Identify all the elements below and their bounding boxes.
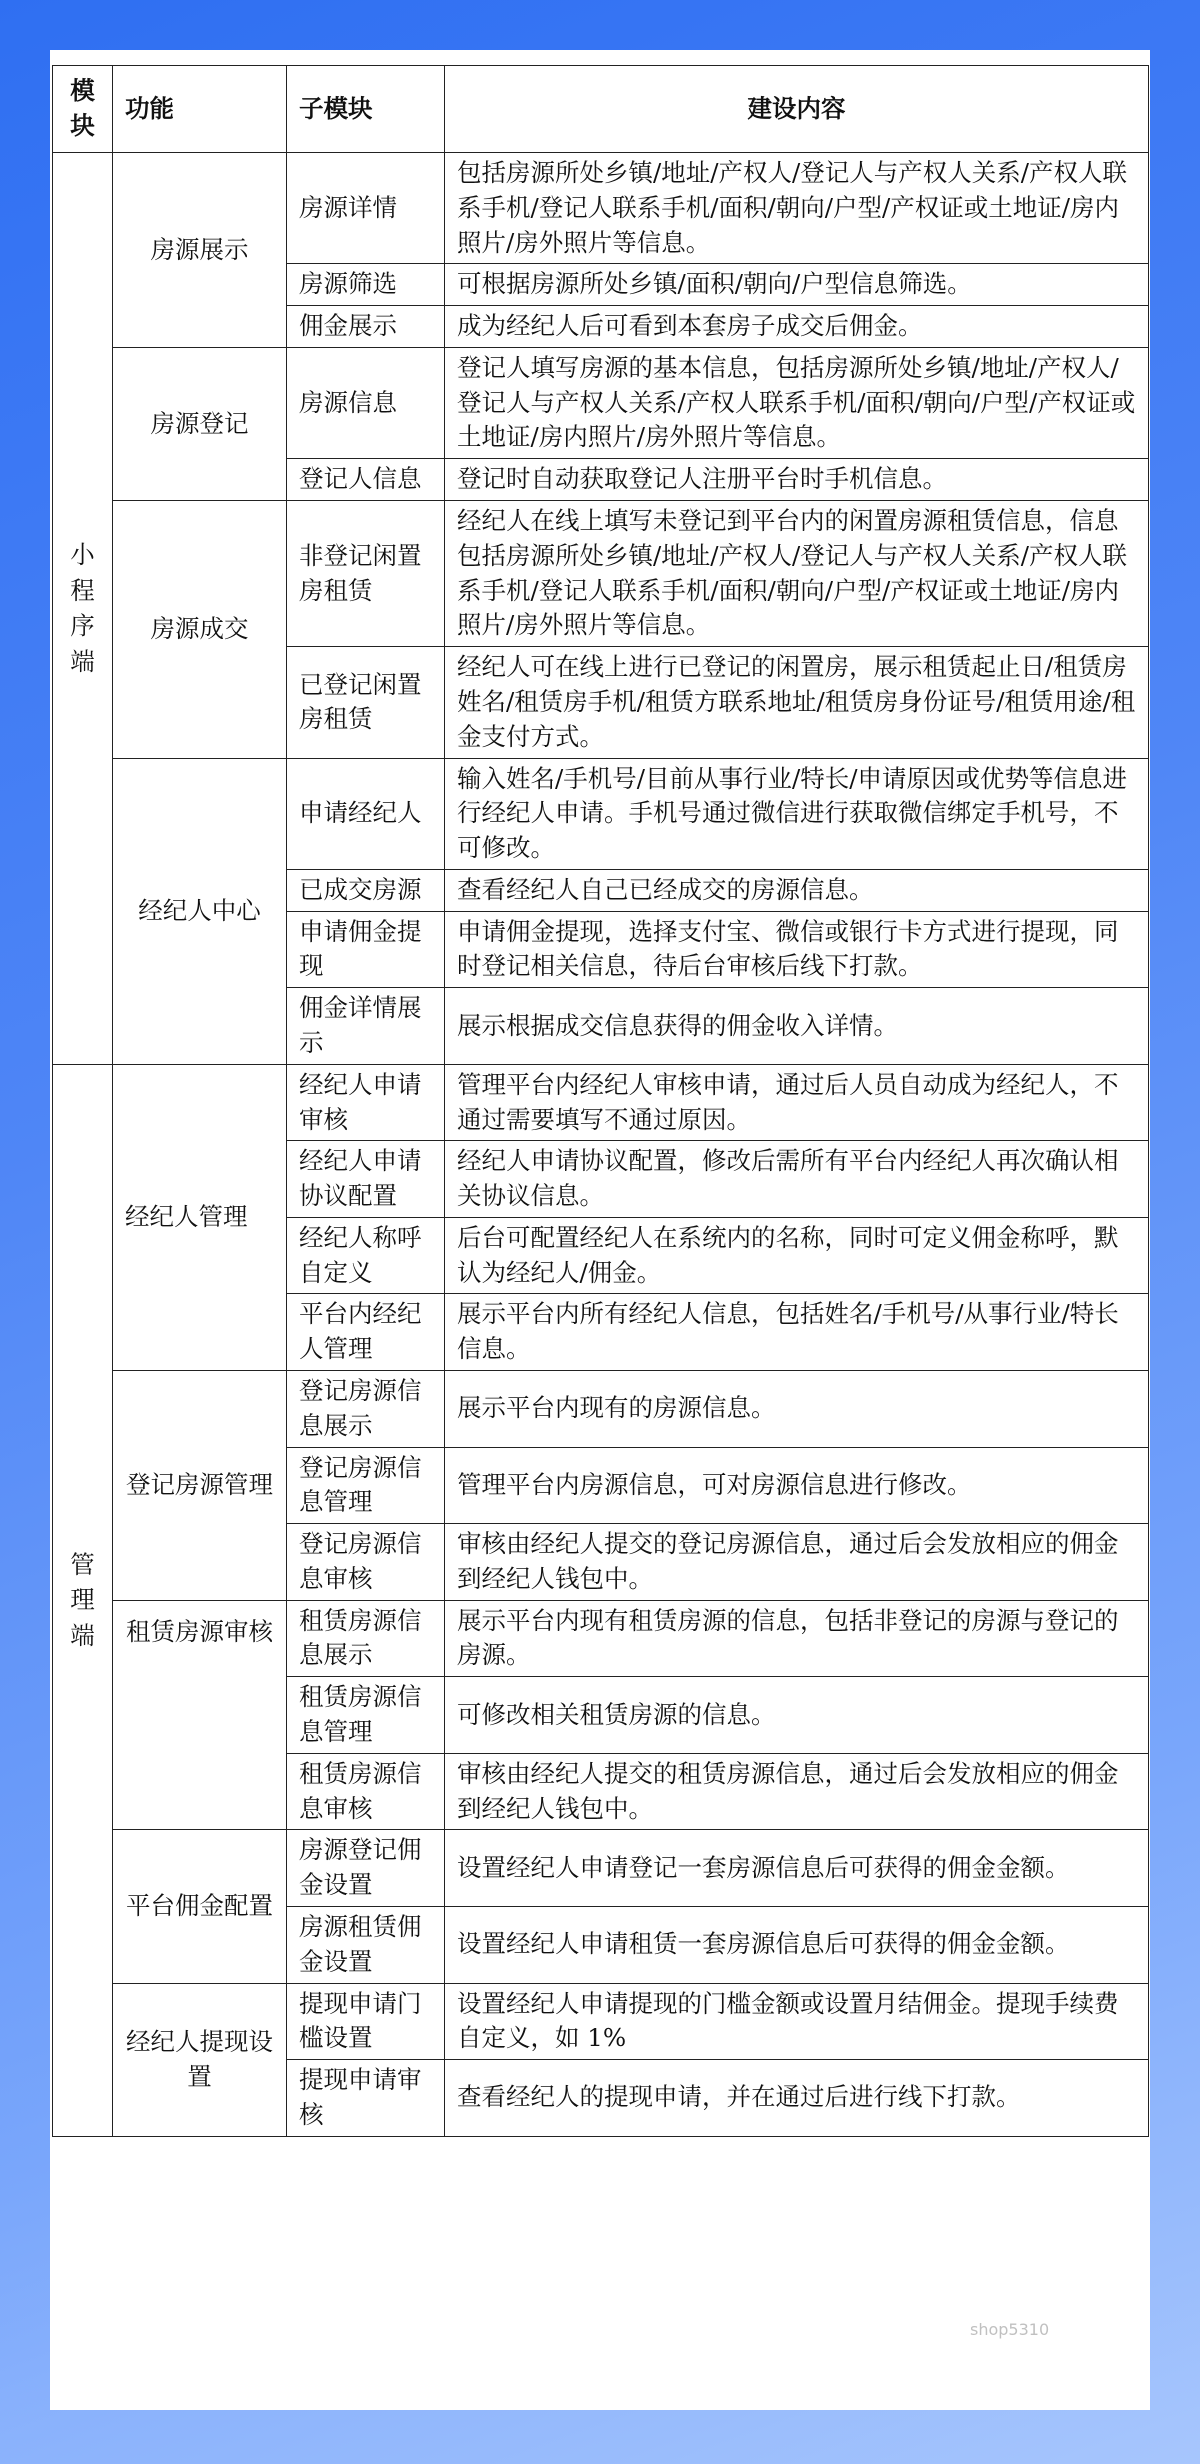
table-row bbox=[53, 347, 1149, 458]
table-row bbox=[53, 1600, 1149, 1677]
table-row bbox=[53, 153, 1149, 264]
content-cell: 包括房源所处乡镇/地址/产权人/登记人与产权人关系/产权人联系手机/登记人联系手机/面积/朝向/户型/产权证或土地证/房内照片/房外照片等信息。 bbox=[445, 153, 1149, 264]
table-row bbox=[53, 1064, 1149, 1141]
content-cell: 审核由经纪人提交的租赁房源信息，通过后会发放相应的佣金到经纪人钱包中。 bbox=[445, 1753, 1149, 1830]
function-cell: 经纪人提现设置 bbox=[113, 1983, 287, 2136]
submodule-cell: 房源租赁佣金设置 bbox=[287, 1906, 445, 1983]
function-cell: 房源成交 bbox=[113, 501, 287, 758]
content-cell: 后台可配置经纪人在系统内的名称，同时可定义佣金称呼，默认为经纪人/佣金。 bbox=[445, 1217, 1149, 1294]
header-function: 功能 bbox=[113, 66, 287, 153]
submodule-cell: 提现申请审核 bbox=[287, 2060, 445, 2137]
submodule-cell: 佣金详情展示 bbox=[287, 988, 445, 1065]
content-cell: 管理平台内房源信息，可对房源信息进行修改。 bbox=[445, 1447, 1149, 1524]
submodule-cell: 平台内经纪人管理 bbox=[287, 1294, 445, 1371]
submodule-cell: 登记房源信息展示 bbox=[287, 1371, 445, 1448]
content-cell: 可修改相关租赁房源的信息。 bbox=[445, 1677, 1149, 1754]
content-cell: 可根据房源所处乡镇/面积/朝向/户型信息筛选。 bbox=[445, 264, 1149, 306]
function-cell: 房源登记 bbox=[113, 347, 287, 500]
table-header-row bbox=[53, 66, 1149, 153]
content-cell: 审核由经纪人提交的登记房源信息，通过后会发放相应的佣金到经纪人钱包中。 bbox=[445, 1524, 1149, 1601]
submodule-cell: 经纪人申请协议配置 bbox=[287, 1141, 445, 1218]
function-cell: 平台佣金配置 bbox=[113, 1830, 287, 1983]
watermark-text: shop5310 bbox=[970, 2320, 1050, 2339]
content-cell: 展示平台内所有经纪人信息，包括姓名/手机号/从事行业/特长信息。 bbox=[445, 1294, 1149, 1371]
submodule-cell: 申请经纪人 bbox=[287, 758, 445, 869]
submodule-cell: 经纪人称呼自定义 bbox=[287, 1217, 445, 1294]
content-cell: 设置经纪人申请租赁一套房源信息后可获得的佣金金额。 bbox=[445, 1906, 1149, 1983]
table-row bbox=[53, 1371, 1149, 1448]
module-cell: 管理端 bbox=[53, 1064, 113, 2136]
submodule-cell: 非登记闲置房租赁 bbox=[287, 501, 445, 647]
document-page bbox=[50, 50, 1150, 2410]
submodule-cell: 佣金展示 bbox=[287, 306, 445, 348]
content-cell: 经纪人申请协议配置，修改后需所有平台内经纪人再次确认相关协议信息。 bbox=[445, 1141, 1149, 1218]
header-content: 建设内容 bbox=[445, 66, 1149, 153]
content-cell: 登记人填写房源的基本信息，包括房源所处乡镇/地址/产权人/登记人与产权人关系/产权人联系手机/面积/朝向/户型/产权证或土地证/房内照片/房外照片等信息。 bbox=[445, 347, 1149, 458]
submodule-cell: 房源登记佣金设置 bbox=[287, 1830, 445, 1907]
function-cell: 经纪人管理 bbox=[113, 1064, 287, 1370]
content-cell: 设置经纪人申请提现的门槛金额或设置月结佣金。提现手续费自定义，如 1% bbox=[445, 1983, 1149, 2060]
submodule-cell: 提现申请门槛设置 bbox=[287, 1983, 445, 2060]
function-cell: 登记房源管理 bbox=[113, 1371, 287, 1601]
submodule-cell: 经纪人申请审核 bbox=[287, 1064, 445, 1141]
submodule-cell: 已成交房源 bbox=[287, 869, 445, 911]
submodule-cell: 房源筛选 bbox=[287, 264, 445, 306]
content-cell: 成为经纪人后可看到本套房子成交后佣金。 bbox=[445, 306, 1149, 348]
submodule-cell: 房源详情 bbox=[287, 153, 445, 264]
submodule-cell: 已登记闲置房租赁 bbox=[287, 647, 445, 758]
submodule-cell: 申请佣金提现 bbox=[287, 911, 445, 988]
content-cell: 查看经纪人的提现申请，并在通过后进行线下打款。 bbox=[445, 2060, 1149, 2137]
module-cell: 小程序端 bbox=[53, 153, 113, 1065]
function-cell: 租赁房源审核 bbox=[113, 1600, 287, 1830]
table-row bbox=[53, 1983, 1149, 2060]
table-row bbox=[53, 1830, 1149, 1907]
submodule-cell: 登记房源信息管理 bbox=[287, 1447, 445, 1524]
content-cell: 申请佣金提现，选择支付宝、微信或银行卡方式进行提现，同时登记相关信息，待后台审核后线下打款。 bbox=[445, 911, 1149, 988]
submodule-cell: 房源信息 bbox=[287, 347, 445, 458]
content-cell: 展示平台内现有租赁房源的信息，包括非登记的房源与登记的房源。 bbox=[445, 1600, 1149, 1677]
submodule-cell: 登记人信息 bbox=[287, 459, 445, 501]
content-cell: 展示平台内现有的房源信息。 bbox=[445, 1371, 1149, 1448]
content-cell: 经纪人在线上填写未登记到平台内的闲置房源租赁信息，信息包括房源所处乡镇/地址/产权人/登记人与产权人关系/产权人联系手机/登记人联系手机/面积/朝向/户型/产权证或土地证/房内照片/房外照片等信息。 bbox=[445, 501, 1149, 647]
content-cell: 经纪人可在线上进行已登记的闲置房，展示租赁起止日/租赁房姓名/租赁房手机/租赁方联系地址/租赁房身份证号/租赁用途/租金支付方式。 bbox=[445, 647, 1149, 758]
content-cell: 管理平台内经纪人审核申请，通过后人员自动成为经纪人，不通过需要填写不通过原因。 bbox=[445, 1064, 1149, 1141]
function-cell: 房源展示 bbox=[113, 153, 287, 348]
submodule-cell: 登记房源信息审核 bbox=[287, 1524, 445, 1601]
header-submodule: 子模块 bbox=[287, 66, 445, 153]
content-cell: 展示根据成交信息获得的佣金收入详情。 bbox=[445, 988, 1149, 1065]
construction-content-table bbox=[52, 65, 1149, 2137]
table-row bbox=[53, 758, 1149, 869]
header-module: 模块 bbox=[53, 66, 113, 153]
content-cell: 登记时自动获取登记人注册平台时手机信息。 bbox=[445, 459, 1149, 501]
table-row bbox=[53, 501, 1149, 647]
submodule-cell: 租赁房源信息审核 bbox=[287, 1753, 445, 1830]
content-cell: 输入姓名/手机号/目前从事行业/特长/申请原因或优势等信息进行经纪人申请。手机号通过微信进行获取微信绑定手机号，不可修改。 bbox=[445, 758, 1149, 869]
content-cell: 查看经纪人自己已经成交的房源信息。 bbox=[445, 869, 1149, 911]
submodule-cell: 租赁房源信息展示 bbox=[287, 1600, 445, 1677]
content-cell: 设置经纪人申请登记一套房源信息后可获得的佣金金额。 bbox=[445, 1830, 1149, 1907]
function-cell: 经纪人中心 bbox=[113, 758, 287, 1064]
submodule-cell: 租赁房源信息管理 bbox=[287, 1677, 445, 1754]
